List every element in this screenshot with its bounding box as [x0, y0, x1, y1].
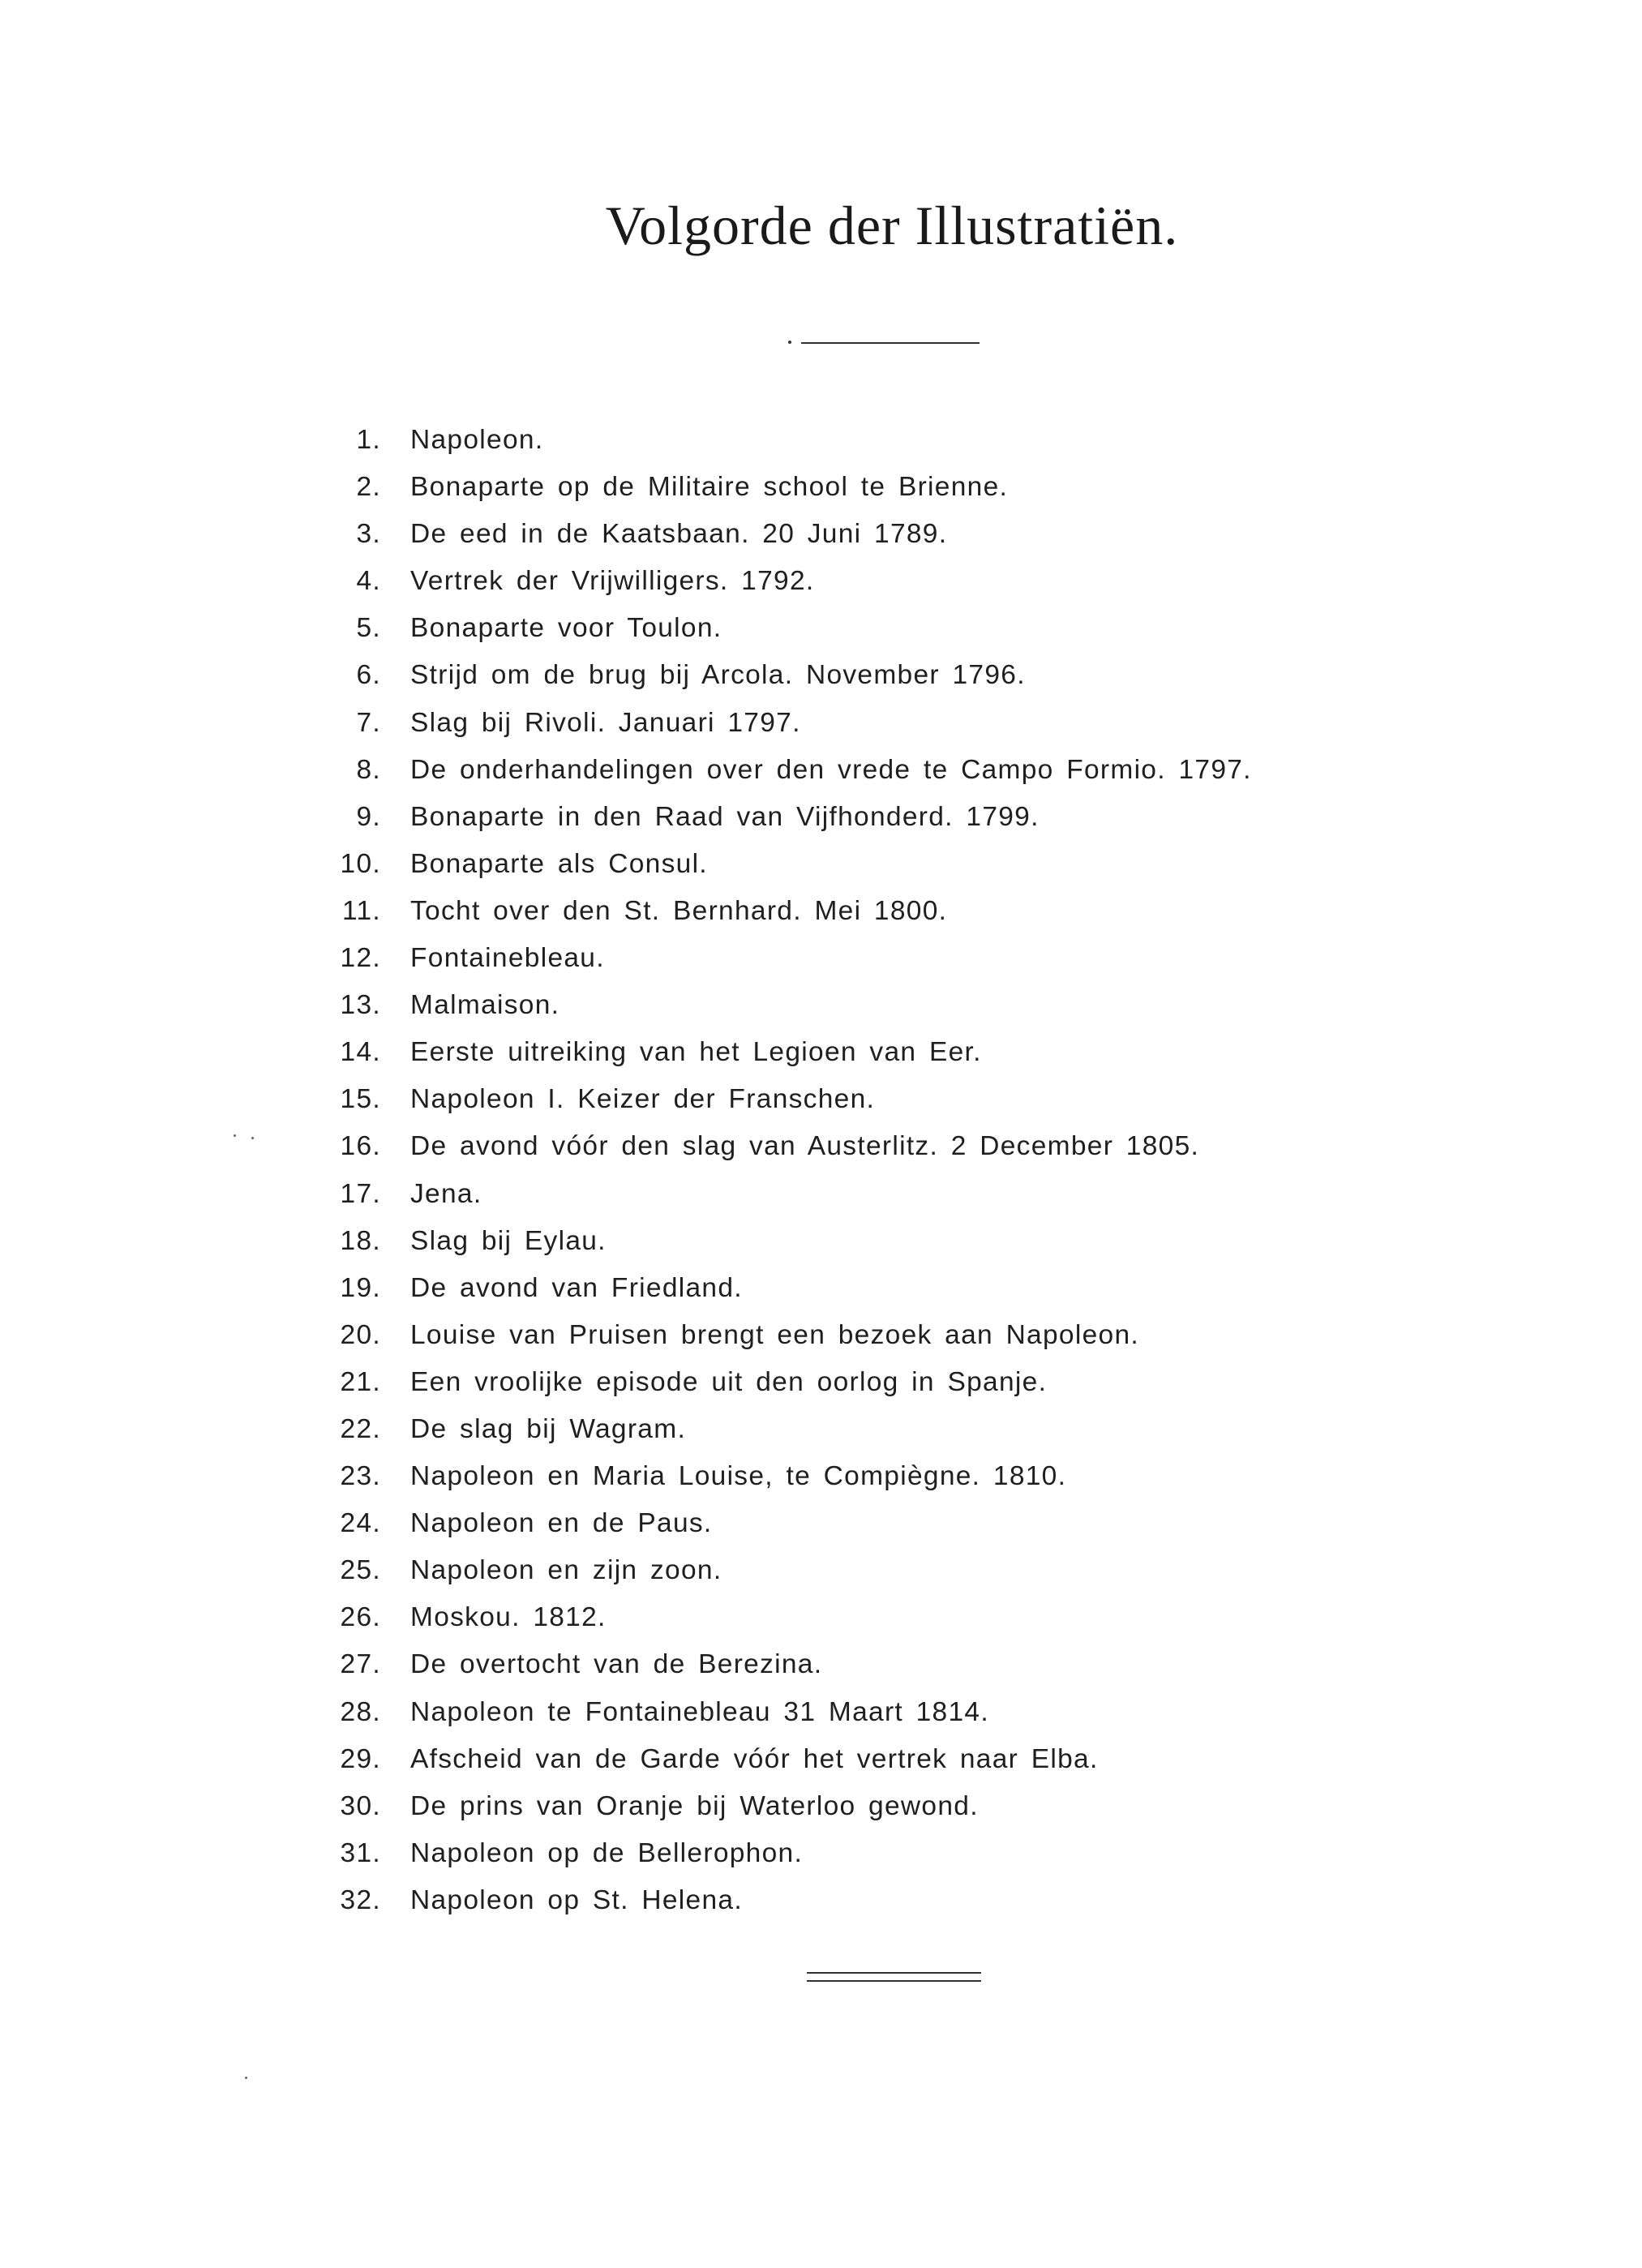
item-caption: Napoleon op St. Helena.	[410, 1884, 743, 1915]
item-number: 13.	[340, 990, 381, 1021]
item-number: 16.	[340, 1131, 381, 1162]
item-number: 31.	[340, 1837, 381, 1868]
item-number: 19.	[340, 1272, 381, 1303]
item-number: 6.	[356, 660, 381, 691]
page-title: Volgorde der Illustratiën.	[605, 195, 1179, 256]
item-number: 14.	[340, 1037, 381, 1068]
title-divider	[801, 342, 980, 344]
item-caption: Slag bij Eylau.	[410, 1225, 607, 1256]
item-number: 7.	[356, 707, 381, 738]
item-number: 22.	[340, 1413, 381, 1444]
item-number: 26.	[340, 1602, 381, 1633]
item-caption: Bonaparte op de Militaire school te Brienne.	[410, 472, 1009, 503]
item-caption: De overtocht van de Berezina.	[410, 1649, 823, 1680]
item-caption: Tocht over den St. Bernhard. Mei 1800.	[410, 895, 948, 926]
item-caption: Louise van Pruisen brengt een bezoek aan Napoleon.	[410, 1319, 1139, 1350]
item-number: 10.	[340, 848, 381, 879]
item-number: 1.	[356, 425, 381, 455]
item-caption: Napoleon I. Keizer der Franschen.	[410, 1084, 876, 1115]
item-number: 12.	[340, 943, 381, 974]
item-number: 30.	[340, 1790, 381, 1821]
item-number: 17.	[340, 1178, 381, 1209]
scan-speck	[251, 1137, 254, 1139]
item-number: 29.	[340, 1743, 381, 1774]
item-caption: De prins van Oranje bij Waterloo gewond.	[410, 1790, 979, 1821]
item-caption: Napoleon.	[410, 425, 544, 455]
item-number: 21.	[340, 1366, 381, 1397]
item-caption: Napoleon en de Paus.	[410, 1508, 713, 1539]
rule-dot	[788, 341, 791, 344]
item-caption: Afscheid van de Garde vóór het vertrek naar Elba.	[410, 1743, 1099, 1774]
item-caption: Bonaparte in den Raad van Vijfhonderd. 1799.	[410, 801, 1040, 832]
item-caption: Napoleon op de Bellerophon.	[410, 1837, 804, 1868]
item-number: 4.	[356, 566, 381, 597]
item-number: 24.	[340, 1508, 381, 1539]
item-caption: Een vroolijke episode uit den oorlog in Spanje.	[410, 1366, 1048, 1397]
item-number: 25.	[340, 1555, 381, 1586]
item-caption: Eerste uitreiking van het Legioen van Eer.	[410, 1037, 982, 1068]
item-caption: Jena.	[410, 1178, 482, 1209]
item-number: 11.	[342, 895, 381, 926]
item-number: 5.	[356, 613, 381, 644]
item-caption: Moskou. 1812.	[410, 1602, 607, 1633]
item-number: 8.	[356, 754, 381, 785]
item-number: 23.	[340, 1461, 381, 1492]
item-number: 9.	[356, 801, 381, 832]
item-caption: Napoleon te Fontainebleau 31 Maart 1814.	[410, 1696, 989, 1727]
item-caption: Fontainebleau.	[410, 943, 605, 974]
item-caption: De slag bij Wagram.	[410, 1413, 687, 1444]
item-caption: De eed in de Kaatsbaan. 20 Juni 1789.	[410, 519, 948, 550]
scan-speck	[245, 2077, 247, 2079]
item-number: 15.	[340, 1084, 381, 1115]
item-caption: De onderhandelingen over den vrede te Campo Formio. 1797.	[410, 754, 1252, 785]
item-caption: De avond vóór den slag van Austerlitz. 2 December 1805.	[410, 1131, 1200, 1162]
item-caption: Strijd om de brug bij Arcola. November 1796.	[410, 660, 1026, 691]
item-number: 28.	[340, 1696, 381, 1727]
item-caption: Napoleon en Maria Louise, te Compiègne. 1810.	[410, 1461, 1067, 1492]
end-divider	[807, 1972, 981, 1982]
item-caption: Vertrek der Vrijwilligers. 1792.	[410, 566, 815, 597]
item-number: 20.	[340, 1319, 381, 1350]
item-caption: Bonaparte voor Toulon.	[410, 613, 722, 644]
item-number: 27.	[340, 1649, 381, 1680]
scan-speck	[234, 1134, 236, 1137]
item-caption: De avond van Friedland.	[410, 1272, 743, 1303]
item-caption: Bonaparte als Consul.	[410, 848, 708, 879]
item-caption: Slag bij Rivoli. Januari 1797.	[410, 707, 801, 738]
item-number: 32.	[340, 1884, 381, 1915]
item-number: 3.	[356, 519, 381, 550]
item-number: 2.	[356, 472, 381, 503]
item-caption: Malmaison.	[410, 990, 560, 1021]
item-caption: Napoleon en zijn zoon.	[410, 1555, 722, 1586]
item-number: 18.	[340, 1225, 381, 1256]
